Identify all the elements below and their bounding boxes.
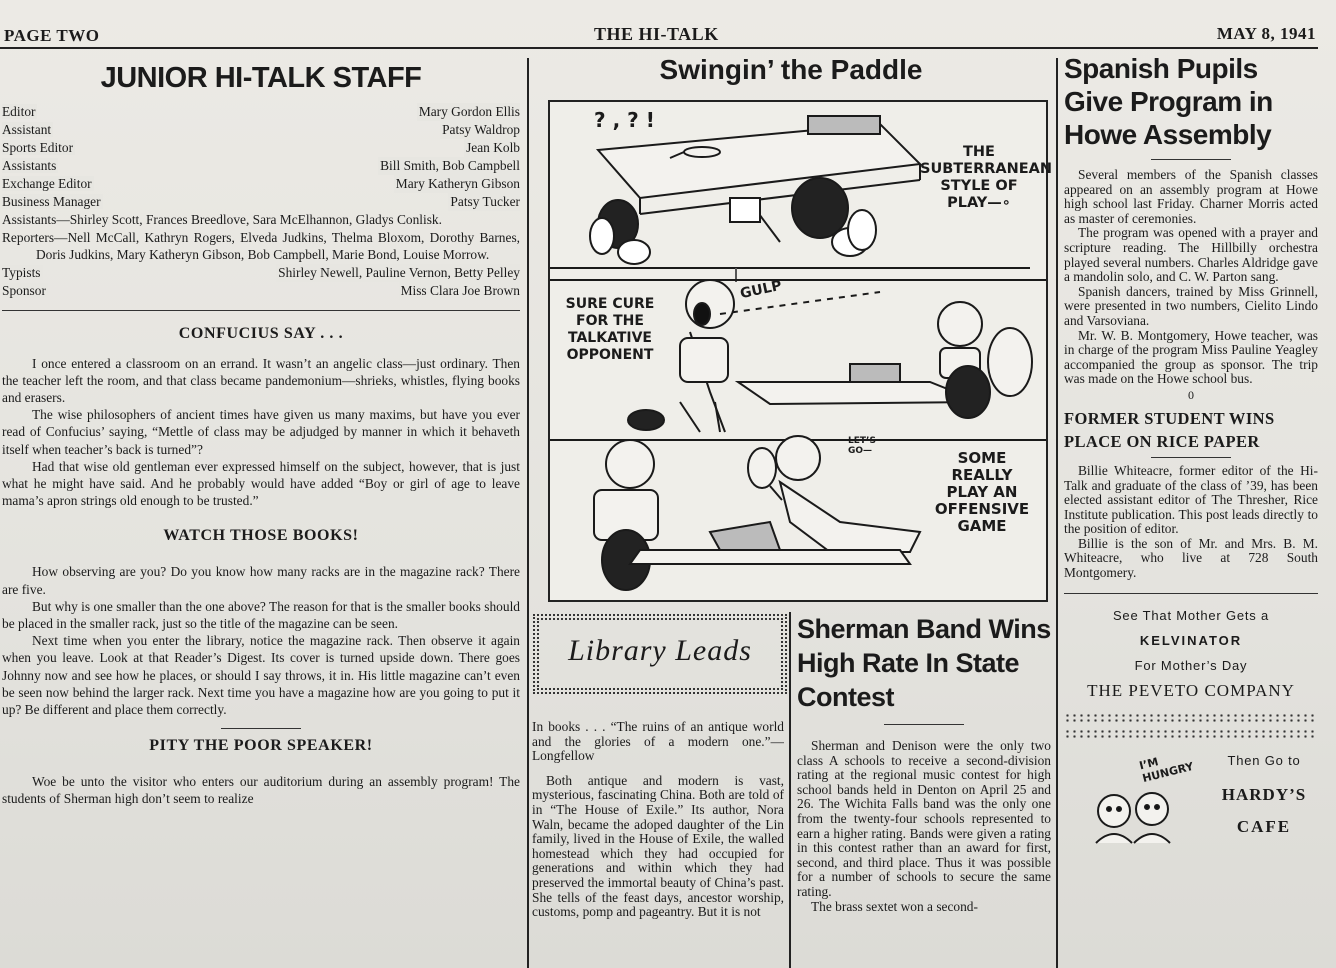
books-heading: WATCH THOSE BOOKS! (163, 527, 359, 545)
ad-line-1: See That Mother Gets a (1112, 607, 1270, 623)
library-quote: In books . . . “The ruins of an antique world and the glories of a modern one.”—Longfellow (532, 720, 784, 764)
kelvinator-ad (1064, 608, 1318, 739)
comic-lets-go: LET’S GO— (848, 436, 876, 456)
staff-list (2, 103, 520, 300)
dotted-border-top (1064, 713, 1318, 723)
comic-title-area (530, 52, 1052, 96)
ping-pong-table-2 (738, 382, 980, 404)
staff-row-sponsor: Sponsor Miss Clara Joe Brown (2, 282, 520, 298)
comic-strip (548, 100, 1053, 602)
character-head-4 (776, 436, 820, 480)
dotted-border-bottom (1064, 729, 1318, 739)
confucius-paragraph-3: Had that wise old gentleman ever expressed himself on the subject, however, that is just what he might have said. And he probably would have added “Boy or girl of age to leave mama’s apron strings old enough to be trusted.” (2, 458, 520, 509)
former-paragraph-1: Billie Whiteacre, former editor of the Hi-Talk and graduate of the class of ’39, has been elected assistant editor of The Thresher, Rice Institute publication. This post leads directly to the position of editor. (1064, 462, 1318, 537)
comic-gulp: GULP (738, 277, 784, 303)
speaker-heading: PITY THE POOR SPEAKER! (149, 737, 373, 755)
band-headline: Sherman Band Wins High Rate In State Contest (797, 614, 1051, 712)
confucius-paragraph-1: I once entered a classroom on an errand. It wasn’t an angelic class—just ordinary. Then the teacher left the room, and that class became pandemonium—shrieks, whistles, flying books and erasers. (2, 355, 520, 405)
band-paragraph-1: Sherman and Denison were the only two class A schools to receive a second-division rating at the regional music contest for high school bands held in Denton on April 25 and 26. The Wichita Falls band was the only one from the twenty-four schools represented to earn a higher rating. Bands were given a rating in this contest rather than an award for first, second, and third place. Thus it was possible for a number of schools to secure the same rating. (797, 738, 1051, 899)
band-divider (884, 724, 964, 725)
staff-row-editor: Editor Mary Gordon Ellis (2, 104, 520, 119)
character-head-2 (938, 302, 982, 346)
section-divider (2, 310, 520, 311)
hardys-cafe: CAFE (1236, 816, 1292, 836)
comic-question-marks: ? , ? ! (594, 108, 655, 132)
staff-row-sports-editor: Sports Editor Jean Kolb (2, 140, 520, 155)
character-head-1 (686, 280, 734, 328)
hardys-name: HARDY’S (1221, 784, 1307, 804)
hardys-line-1: Then Go to (1227, 752, 1301, 768)
former-paragraph-2: Billie is the son of Mr. and Mrs. B. M. Whiteacre, who live at 728 South Montgomery. (1064, 535, 1318, 581)
ad-company: THE PEVETO COMPANY (1087, 680, 1295, 700)
issue-date: MAY 8, 1941 (1216, 24, 1316, 43)
ad-line-3: For Mother’s Day (1134, 657, 1248, 673)
former-separator: 0 (1188, 387, 1194, 402)
comic-title: Swingin’ the Paddle (659, 54, 923, 85)
net-1 (808, 116, 880, 134)
band-paragraph-2: The brass sextet won a second- (811, 898, 978, 914)
column-rule-1 (527, 58, 529, 968)
books-paragraph-3: Next time when you enter the library, notice the magazine rack. Then observe it again when you leave. Look at that Reader’s Digest. Its cover is turned upside down. There goes Johnny now and see how he places, or should I say throws, it in. His little magazine can’t even be seen now behind the larger rack. Next time you have a magazine how are you going to put it up? Be different and place them correctly. (2, 633, 520, 717)
ad-line-kelvinator: KELVINATOR (1139, 632, 1243, 648)
spanish-paragraph-3: Spanish dancers, trained by Miss Grinnell, were presented in two numbers, Cielito Lindo and Varsoviana. (1064, 283, 1318, 328)
hungry-bubble: I’M HUNGRY (1137, 754, 1195, 785)
spanish-headline: Spanish Pupils Give Program in Howe Assembly (1064, 53, 1273, 150)
masthead-rule (0, 47, 1318, 49)
staff-row-assistants: Assistants Bill Smith, Bob Campbell (2, 158, 520, 173)
library-leads-title: Library Leads (568, 634, 752, 667)
hardys-ad (1064, 745, 1318, 855)
spanish-paragraph-4: Mr. W. B. Montgomery, Howe teacher, was in charge of the program Miss Pauline Yeagley accompanied the group as sponsor. The trip was made on the Howe school bus. (1064, 327, 1318, 387)
comic-caption-offensive: SOME REALLY PLAY AN OFFENSIVE GAME (934, 449, 1030, 535)
staff-row-business-manager: Business Manager Patsy Tucker (2, 194, 520, 209)
hungry-figures-icon (1082, 773, 1192, 863)
confucius-paragraph-2: The wise philosophers of ancient times have given us many maxims, but have you ever read of Confucius’ saying, “Mettle of class may be adjudged by manner in which it behaveth itself when teacher’s back is turned”? (2, 407, 520, 457)
books-paragraph-2: But why is one smaller than the one above? The reason for that is the smaller books should be placed in the smaller rack, just so the title of the magazine can be seen. (2, 598, 520, 631)
former-headline: FORMER STUDENT WINS PLACE ON RICE PAPER (1064, 408, 1275, 451)
ping-pong-table-3 (630, 550, 910, 564)
speaker-paragraph-1: Woe be unto the visitor who enters our auditorium during an assembly program! The students of Sherman high don’t seem to realize (2, 774, 520, 807)
confucius-heading: CONFUCIUS SAY . . . (178, 324, 344, 342)
paddle (748, 448, 776, 488)
left-column (2, 52, 520, 968)
band-column (797, 612, 1051, 968)
former-divider (1151, 457, 1231, 458)
library-leads-box (533, 614, 787, 694)
ping-pong-table-1 (598, 124, 920, 198)
staff-row-exchange-editor: Exchange Editor Mary Katheryn Gibson (2, 176, 520, 191)
staff-row-typists: Typists Shirley Newell, Pauline Vernon, Betty Pelley (2, 264, 520, 280)
comic-caption-subterranean: THE SUBTERRANEAN STYLE OF PLAY—∘ (920, 144, 1053, 211)
library-paragraph-1: Both antique and modern is vast, mysterious, fascinating China. Both are told of in “The House of Exile.” Its author, Nora Waln, became the adoped daughter of the Lin family, lived in the House of Exile, the walled homestead which they had occupied for generations and within which they had preserved the immortal beauty of China’s past. She tells of the feast days, ancestor worship, customs, pomp and pageantry. But it is not (532, 772, 784, 920)
spanish-paragraph-1: Several members of the Spanish classes appeared on an assembly program at Howe high school last Friday. Charner Morris acted as master of ceremonies. (1064, 167, 1318, 226)
column-rule-3 (789, 612, 791, 968)
page-number: PAGE TWO (4, 26, 100, 45)
right-column (1064, 52, 1318, 968)
masthead (4, 24, 1316, 48)
staff-reporters-list: Reporters—Nell McCall, Kathryn Rogers, Elveda Judkins, Thelma Bloxom, Dorothy Barnes, Doris Judkins, Mary Katheryn Gibson, Bob Campbell, Marie Bond, Louise Morrow. (2, 229, 520, 262)
books-paragraph-1: How observing are you? Do you know how many racks are in the magazine rack? There are five. (2, 564, 520, 597)
staff-row-assistant: Assistant Patsy Waldrop (2, 122, 520, 137)
comic-caption-talkative: SURE CURE FOR THE TALKATIVE OPPONENT (565, 296, 655, 363)
column-rule-2 (1056, 58, 1058, 968)
section-divider-short (221, 728, 301, 729)
spanish-divider (1151, 159, 1231, 160)
staff-title: JUNIOR HI-TALK STAFF (100, 62, 422, 94)
spanish-paragraph-2: The program was opened with a prayer and scripture reading. The Hillbilly orchestra played several numbers. Charles Aldridge gave a mandolin solo, and C. W. Parton sang. (1064, 225, 1318, 285)
library-column (532, 720, 784, 968)
staff-assistants-list: Assistants—Shirley Scott, Frances Breedlove, Sara McElhannon, Gladys Conlisk. (2, 212, 442, 227)
paper-name: THE HI-TALK (594, 24, 719, 44)
character-head-3 (606, 440, 654, 488)
ad-divider (1064, 593, 1318, 594)
